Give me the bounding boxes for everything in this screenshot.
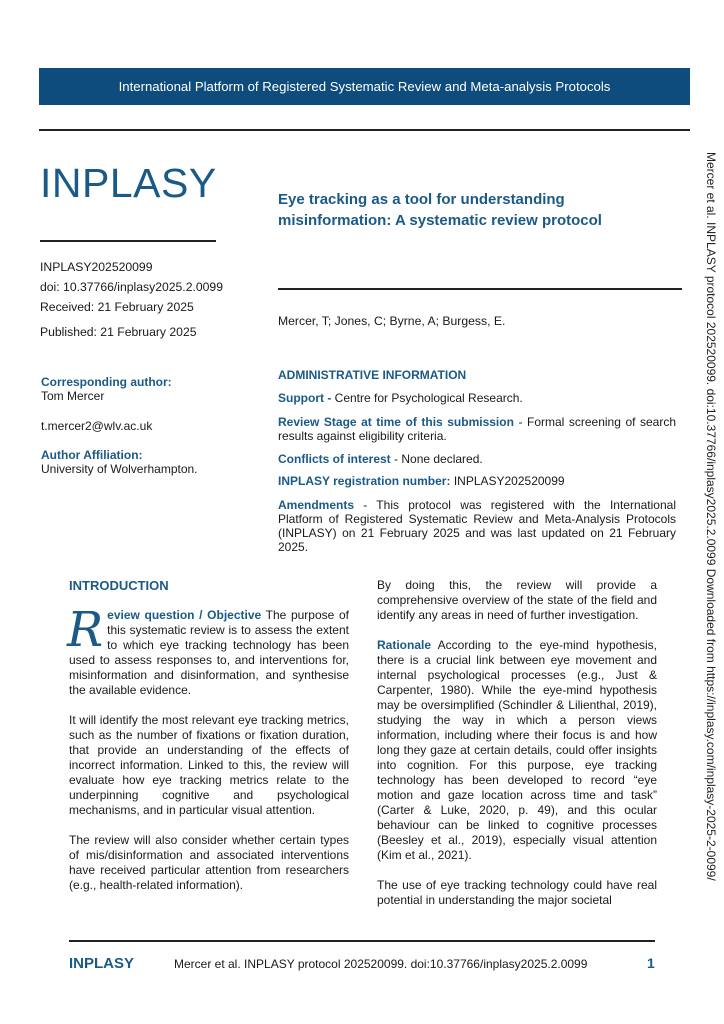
footer-logo: INPLASY: [69, 955, 135, 972]
logo-rule: [40, 240, 216, 242]
affiliation-value: University of Wolverhampton.: [41, 462, 198, 476]
review-question-label: eview question / Objective: [107, 608, 262, 622]
intro-paragraph-4: By doing this, the review will provide a comprehensive overview of the state of the field and identify any areas in need of further investigation.: [377, 578, 657, 622]
rationale-label: Rationale: [377, 638, 432, 652]
support-label: Support -: [278, 391, 332, 405]
corresponding-author-email[interactable]: t.mercer2@wlv.ac.uk: [41, 419, 153, 433]
registration-id: INPLASY202520099: [40, 260, 153, 274]
footer-rule: [69, 940, 655, 942]
support-value: Centre for Psychological Research.: [331, 391, 523, 405]
right-column: [377, 578, 657, 923]
affiliation-label: Author Affiliation:: [41, 448, 143, 462]
left-column: [69, 578, 349, 908]
side-note-text: Mercer et al. INPLASY protocol 202520099. doi:10.37766/inplasy2025.2.0099 Downloaded from https://inplasy.com/inplasy-2025-2-0099/: [704, 152, 718, 881]
intro-paragraph-3: The review will also consider whether certain types of mis/disinformation and associated interventions have received particular attention from researchers (e.g., health-related information).: [69, 833, 349, 892]
corresponding-author-name: Tom Mercer: [41, 389, 105, 403]
drop-cap: R: [67, 602, 104, 658]
amendments-value: - This protocol was registered with the International Platform of Registered Systematic Review and Meta-Analysis Protocols (INPLASY) on 21 February 2025 and was last updated on 21 February 2025.: [278, 498, 676, 554]
corresponding-author-label: Corresponding author:: [41, 375, 172, 389]
conflicts-value: - None declared.: [390, 452, 483, 466]
introduction-heading: INTRODUCTION: [69, 578, 169, 593]
received-date: Received: 21 February 2025: [40, 300, 194, 314]
admin-review-stage: [278, 415, 676, 443]
published-date: Published: 21 February 2025: [40, 325, 197, 339]
admin-amendments: [278, 498, 676, 554]
admin-conflicts: [278, 452, 676, 466]
header-rule: [39, 129, 690, 131]
admin-registration: [278, 474, 676, 488]
review-question-paragraph: [67, 602, 349, 698]
conflicts-label: Conflicts of interest: [278, 452, 391, 466]
page-number: 1: [647, 955, 655, 971]
amendments-label: Amendments: [278, 498, 355, 512]
intro-paragraph-6: The use of eye tracking technology could have real potential in understanding the major societal: [377, 878, 657, 907]
review-question-text: The purpose of this systematic review is to assess the extent to which eye tracking technology has been used to assess responses to, and interventions for, misinformation and disinformation, and synthesise the available evidence.: [69, 608, 349, 697]
paper-title: Eye tracking as a tool for understanding misinformation: A systematic review protocol: [278, 191, 602, 229]
rationale-text: According to the eye-mind hypothesis, there is a crucial link between eye movement and internal psychological processes (e.g., Just & Carpenter, 1980). While the eye-mind hypothesis may be oversimplified (Schindler & Lilienthal, 2019), studying the way in which a person views information, including where their focus is and how long they gaze at certain details, could offer insights into cognition. For this purpose, eye tracking technology has been developed to record “eye motion and gaze location across time and task” (Carter & Luke, 2020, p. 49), and this ocular behaviour can be linked to cognitive processes (Beesley et al., 2019), especially visual attention (Kim et al., 2021).: [377, 638, 657, 862]
rationale-paragraph: [377, 638, 657, 863]
admin-support: [278, 391, 676, 405]
intro-paragraph-2: It will identify the most relevant eye tracking metrics, such as the number of fixations or fixation duration, that provide an understanding of the effects of incorrect information. Linked to this, the review will evaluate how eye tracking metrics relate to the underpinning cognitive and psychological mechanisms, and in particular visual attention.: [69, 713, 349, 817]
author-list: Mercer, T; Jones, C; Byrne, A; Burgess, E.: [278, 314, 506, 328]
title-rule: [278, 288, 682, 290]
footer-citation: Mercer et al. INPLASY protocol 202520099. doi:10.37766/inplasy2025.2.0099: [174, 957, 588, 971]
doi[interactable]: doi: 10.37766/inplasy2025.2.0099: [40, 280, 223, 294]
admin-heading: ADMINISTRATIVE INFORMATION: [278, 368, 467, 382]
header-banner: International Platform of Registered Systematic Review and Meta-analysis Protocols: [39, 68, 690, 105]
review-stage-value: - Formal screening of search results against eligibility criteria.: [278, 415, 676, 443]
registration-label: INPLASY registration number:: [278, 474, 451, 488]
inplasy-logo: INPLASY: [40, 160, 217, 206]
side-note: [700, 152, 720, 912]
registration-value: INPLASY202520099: [450, 474, 565, 488]
review-stage-label: Review Stage at time of this submission: [278, 415, 514, 429]
